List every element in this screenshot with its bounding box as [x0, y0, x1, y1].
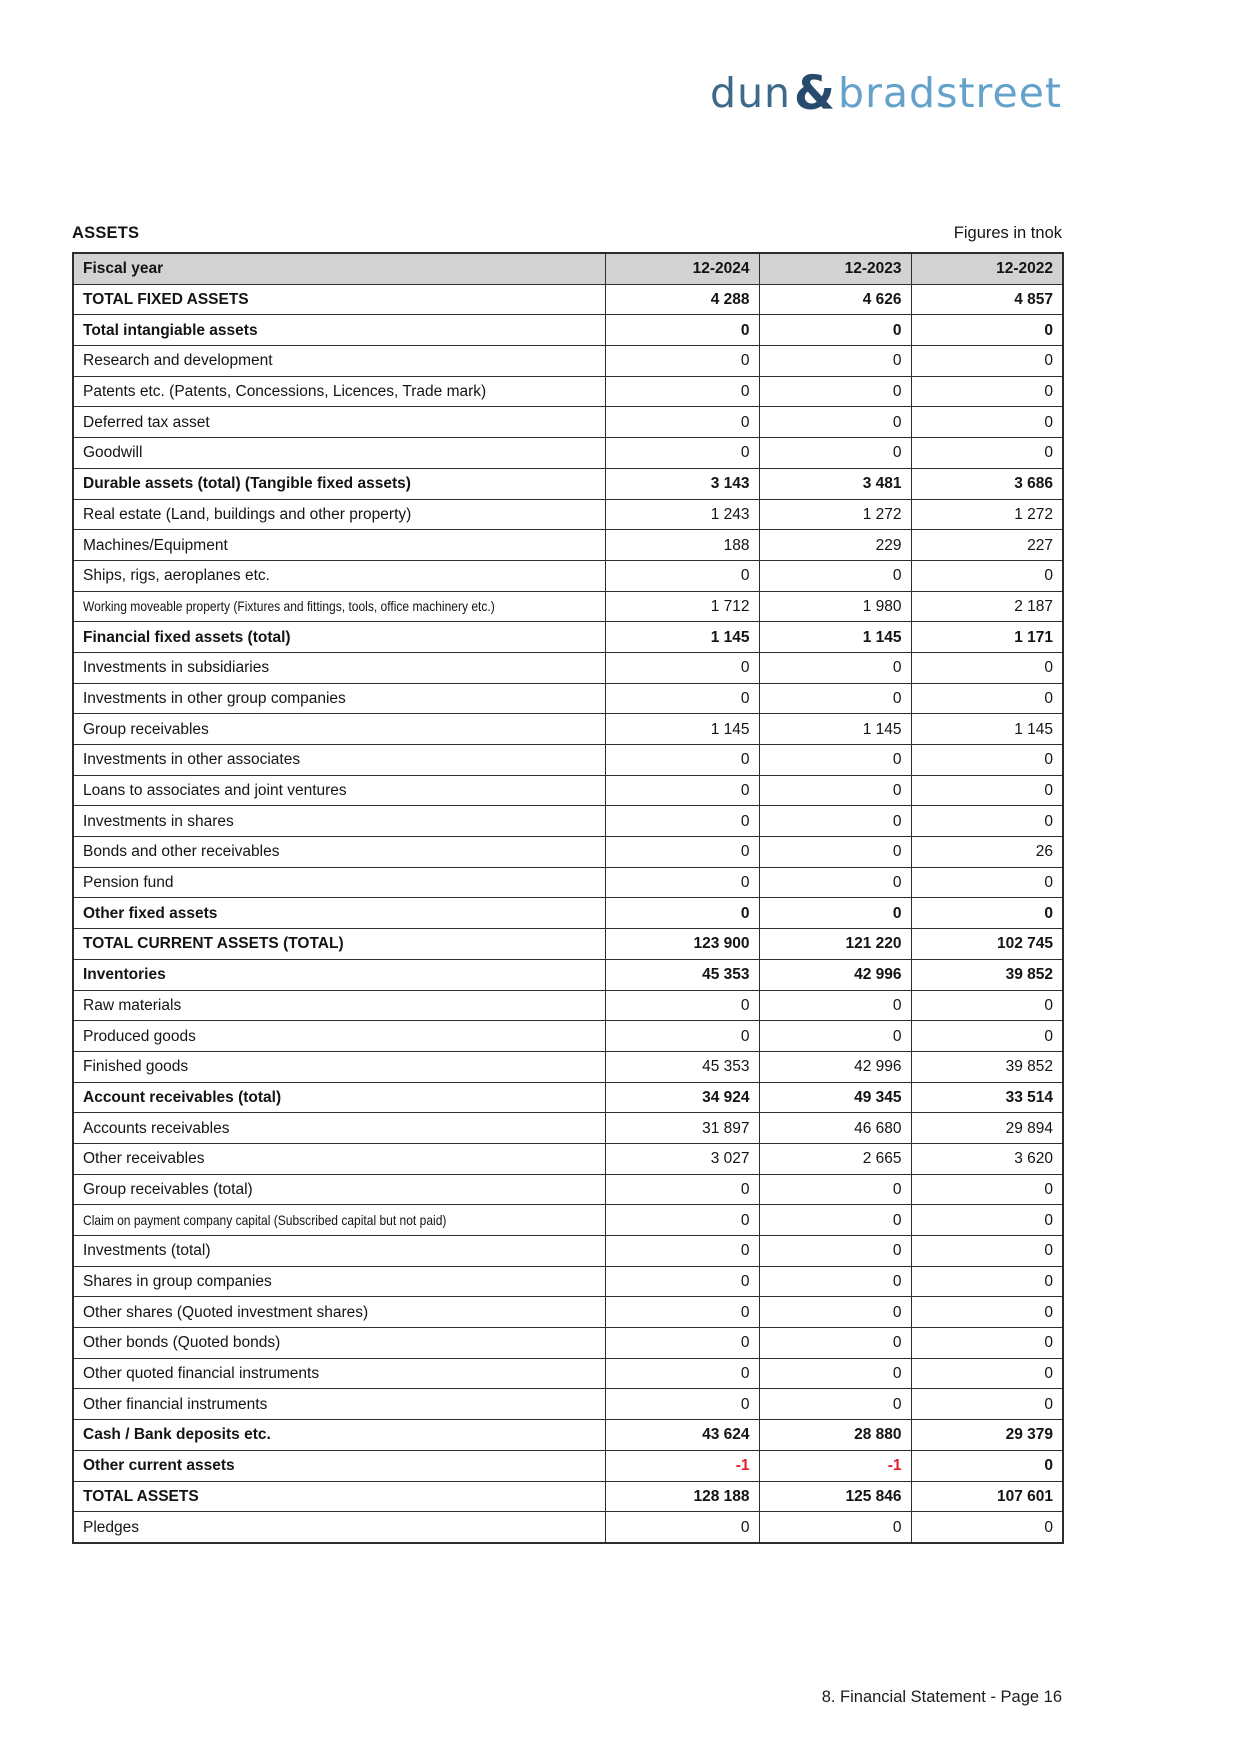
- row-label-text: Working moveable property (Fixtures and fittings, tools, office machinery etc.): [83, 597, 495, 614]
- table-row: [73, 376, 1063, 407]
- value-cell: 1 145: [911, 714, 1063, 745]
- value-cell: 4 626: [759, 284, 911, 315]
- value-cell: 49 345: [759, 1082, 911, 1113]
- value-cell: 0: [911, 806, 1063, 837]
- value-cell: 45 353: [605, 1051, 759, 1082]
- value-cell: 0: [605, 1512, 759, 1543]
- value-cell: 39 852: [911, 1051, 1063, 1082]
- table-row: [73, 1389, 1063, 1420]
- value-cell: 1 272: [911, 499, 1063, 530]
- value-cell: 0: [911, 1450, 1063, 1481]
- value-cell: 0: [911, 1358, 1063, 1389]
- table-row: [73, 1174, 1063, 1205]
- value-cell: 0: [759, 1236, 911, 1267]
- fiscal-year-header: Fiscal year: [73, 253, 605, 284]
- value-cell: 3 143: [605, 468, 759, 499]
- value-cell: 102 745: [911, 929, 1063, 960]
- row-label: [73, 591, 605, 622]
- table-row: [73, 652, 1063, 683]
- row-label: Patents etc. (Patents, Concessions, Licences, Trade mark): [73, 376, 605, 407]
- table-row: [73, 530, 1063, 561]
- logo-ampersand-icon: &: [794, 66, 836, 121]
- value-cell: 0: [759, 806, 911, 837]
- table-caption-row: [72, 224, 1062, 243]
- value-cell: 0: [759, 1389, 911, 1420]
- row-label: Investments in subsidiaries: [73, 652, 605, 683]
- table-row: [73, 407, 1063, 438]
- value-cell: -1: [759, 1450, 911, 1481]
- row-label: Investments (total): [73, 1236, 605, 1267]
- value-cell: 0: [759, 990, 911, 1021]
- value-cell: 42 996: [759, 1051, 911, 1082]
- value-cell: 1 272: [759, 499, 911, 530]
- year-column-header: 12-2022: [911, 253, 1063, 284]
- value-cell: 0: [911, 346, 1063, 377]
- logo-bradstreet-text: bradstreet: [838, 69, 1062, 117]
- year-column-header: 12-2023: [759, 253, 911, 284]
- table-row: [73, 1236, 1063, 1267]
- table-row: [73, 990, 1063, 1021]
- value-cell: 42 996: [759, 959, 911, 990]
- value-cell: 46 680: [759, 1113, 911, 1144]
- row-label: Bonds and other receivables: [73, 837, 605, 868]
- row-label: Finished goods: [73, 1051, 605, 1082]
- value-cell: 0: [911, 867, 1063, 898]
- value-cell: 1 145: [759, 622, 911, 653]
- row-label: Group receivables: [73, 714, 605, 745]
- value-cell: 4 857: [911, 284, 1063, 315]
- row-label: Pledges: [73, 1512, 605, 1543]
- row-label: Other fixed assets: [73, 898, 605, 929]
- value-cell: 0: [759, 837, 911, 868]
- table-row: [73, 1512, 1063, 1543]
- table-row: [73, 438, 1063, 469]
- table-row: [73, 1328, 1063, 1359]
- row-label: Loans to associates and joint ventures: [73, 775, 605, 806]
- value-cell: 0: [605, 1236, 759, 1267]
- value-cell: 0: [605, 745, 759, 776]
- value-cell: 0: [759, 1174, 911, 1205]
- table-row: [73, 1021, 1063, 1052]
- value-cell: 0: [605, 1328, 759, 1359]
- row-label: Group receivables (total): [73, 1174, 605, 1205]
- value-cell: 29 894: [911, 1113, 1063, 1144]
- value-cell: 31 897: [605, 1113, 759, 1144]
- value-cell: 0: [605, 652, 759, 683]
- row-label: Other receivables: [73, 1143, 605, 1174]
- value-cell: 0: [759, 438, 911, 469]
- value-cell: 121 220: [759, 929, 911, 960]
- table-row: [73, 560, 1063, 591]
- row-label: TOTAL CURRENT ASSETS (TOTAL): [73, 929, 605, 960]
- value-cell: 0: [911, 745, 1063, 776]
- assets-title: ASSETS: [72, 224, 140, 242]
- value-cell: 0: [911, 315, 1063, 346]
- table-row: [73, 1420, 1063, 1451]
- table-row: [73, 867, 1063, 898]
- value-cell: 0: [605, 315, 759, 346]
- table-row: [73, 468, 1063, 499]
- value-cell: 43 624: [605, 1420, 759, 1451]
- value-cell: 0: [759, 652, 911, 683]
- row-label: Produced goods: [73, 1021, 605, 1052]
- value-cell: 0: [911, 1512, 1063, 1543]
- value-cell: 2 665: [759, 1143, 911, 1174]
- table-row: [73, 1143, 1063, 1174]
- table-row: [73, 499, 1063, 530]
- value-cell: 0: [759, 867, 911, 898]
- value-cell: 0: [911, 438, 1063, 469]
- value-cell: 1 243: [605, 499, 759, 530]
- table-row: [73, 591, 1063, 622]
- value-cell: 0: [911, 652, 1063, 683]
- value-cell: 1 145: [759, 714, 911, 745]
- value-cell: 28 880: [759, 1420, 911, 1451]
- value-cell: 0: [605, 867, 759, 898]
- value-cell: 0: [605, 1297, 759, 1328]
- value-cell: 0: [911, 1236, 1063, 1267]
- value-cell: 0: [759, 1358, 911, 1389]
- row-label: Cash / Bank deposits etc.: [73, 1420, 605, 1451]
- value-cell: 0: [759, 1266, 911, 1297]
- row-label: Other current assets: [73, 1450, 605, 1481]
- row-label: Investments in shares: [73, 806, 605, 837]
- value-cell: 45 353: [605, 959, 759, 990]
- value-cell: 0: [911, 1297, 1063, 1328]
- row-label: Machines/Equipment: [73, 530, 605, 561]
- value-cell: 33 514: [911, 1082, 1063, 1113]
- table-row: [73, 898, 1063, 929]
- value-cell: 0: [911, 1021, 1063, 1052]
- table-row: [73, 346, 1063, 377]
- value-cell: 0: [605, 346, 759, 377]
- value-cell: 3 481: [759, 468, 911, 499]
- value-cell: 0: [759, 683, 911, 714]
- table-row: [73, 959, 1063, 990]
- value-cell: 0: [759, 315, 911, 346]
- value-cell: 0: [605, 1266, 759, 1297]
- value-cell: 1 145: [605, 714, 759, 745]
- table-row: [73, 929, 1063, 960]
- value-cell: 0: [605, 1389, 759, 1420]
- row-label: Raw materials: [73, 990, 605, 1021]
- table-row: [73, 714, 1063, 745]
- table-row: [73, 1082, 1063, 1113]
- value-cell: 3 027: [605, 1143, 759, 1174]
- value-cell: 0: [759, 745, 911, 776]
- value-cell: 0: [605, 683, 759, 714]
- value-cell: 0: [605, 407, 759, 438]
- value-cell: 0: [911, 1266, 1063, 1297]
- row-label: Pension fund: [73, 867, 605, 898]
- value-cell: 0: [911, 683, 1063, 714]
- value-cell: 188: [605, 530, 759, 561]
- table-row: [73, 1113, 1063, 1144]
- row-label: Investments in other group companies: [73, 683, 605, 714]
- value-cell: 0: [911, 1389, 1063, 1420]
- value-cell: 227: [911, 530, 1063, 561]
- value-cell: 0: [911, 898, 1063, 929]
- table-row: [73, 1481, 1063, 1512]
- row-label: Accounts receivables: [73, 1113, 605, 1144]
- row-label: Goodwill: [73, 438, 605, 469]
- value-cell: 0: [911, 407, 1063, 438]
- value-cell: 26: [911, 837, 1063, 868]
- value-cell: 2 187: [911, 591, 1063, 622]
- table-row: [73, 745, 1063, 776]
- table-row: [73, 315, 1063, 346]
- table-row: [73, 622, 1063, 653]
- row-label: Other quoted financial instruments: [73, 1358, 605, 1389]
- assets-table: [72, 252, 1064, 1544]
- value-cell: 0: [605, 990, 759, 1021]
- table-row: [73, 1297, 1063, 1328]
- value-cell: 4 288: [605, 284, 759, 315]
- table-row: [73, 1358, 1063, 1389]
- figures-unit-note: Figures in tnok: [953, 224, 1062, 242]
- table-row: [73, 1205, 1063, 1236]
- value-cell: 125 846: [759, 1481, 911, 1512]
- row-label: Total intangiable assets: [73, 315, 605, 346]
- year-column-header: 12-2024: [605, 253, 759, 284]
- value-cell: 229: [759, 530, 911, 561]
- value-cell: 0: [605, 1358, 759, 1389]
- row-label-text: Claim on payment company capital (Subscribed capital but not paid): [83, 1211, 447, 1228]
- value-cell: 0: [759, 560, 911, 591]
- value-cell: 0: [911, 560, 1063, 591]
- dnb-logo: [710, 64, 1062, 119]
- value-cell: 1 171: [911, 622, 1063, 653]
- table-header-row: [73, 253, 1063, 284]
- value-cell: 0: [759, 1328, 911, 1359]
- value-cell: 0: [911, 1328, 1063, 1359]
- table-row: [73, 1450, 1063, 1481]
- value-cell: 1 712: [605, 591, 759, 622]
- row-label: Financial fixed assets (total): [73, 622, 605, 653]
- row-label: TOTAL FIXED ASSETS: [73, 284, 605, 315]
- value-cell: 0: [911, 1205, 1063, 1236]
- value-cell: 0: [605, 1174, 759, 1205]
- value-cell: 3 620: [911, 1143, 1063, 1174]
- row-label: Other bonds (Quoted bonds): [73, 1328, 605, 1359]
- value-cell: 0: [759, 407, 911, 438]
- value-cell: 0: [605, 376, 759, 407]
- row-label: Ships, rigs, aeroplanes etc.: [73, 560, 605, 591]
- value-cell: 0: [759, 1205, 911, 1236]
- value-cell: 0: [911, 1174, 1063, 1205]
- table-row: [73, 775, 1063, 806]
- table-row: [73, 806, 1063, 837]
- table-row: [73, 683, 1063, 714]
- row-label: Investments in other associates: [73, 745, 605, 776]
- row-label: Research and development: [73, 346, 605, 377]
- value-cell: 39 852: [911, 959, 1063, 990]
- table-row: [73, 1266, 1063, 1297]
- value-cell: 0: [759, 1021, 911, 1052]
- value-cell: -1: [605, 1450, 759, 1481]
- value-cell: 1 980: [759, 591, 911, 622]
- logo-dun-text: dun: [710, 69, 792, 117]
- value-cell: 0: [605, 775, 759, 806]
- value-cell: 0: [911, 990, 1063, 1021]
- table-row: [73, 837, 1063, 868]
- row-label: [73, 1205, 605, 1236]
- row-label: Account receivables (total): [73, 1082, 605, 1113]
- value-cell: 0: [759, 346, 911, 377]
- value-cell: 3 686: [911, 468, 1063, 499]
- row-label: Other financial instruments: [73, 1389, 605, 1420]
- table-row: [73, 284, 1063, 315]
- value-cell: 0: [911, 376, 1063, 407]
- row-label: Shares in group companies: [73, 1266, 605, 1297]
- row-label: Inventories: [73, 959, 605, 990]
- value-cell: 0: [911, 775, 1063, 806]
- value-cell: 0: [605, 1205, 759, 1236]
- value-cell: 0: [605, 438, 759, 469]
- value-cell: 1 145: [605, 622, 759, 653]
- value-cell: 0: [759, 1512, 911, 1543]
- value-cell: 128 188: [605, 1481, 759, 1512]
- value-cell: 34 924: [605, 1082, 759, 1113]
- value-cell: 107 601: [911, 1481, 1063, 1512]
- row-label: Other shares (Quoted investment shares): [73, 1297, 605, 1328]
- value-cell: 0: [759, 1297, 911, 1328]
- row-label: Real estate (Land, buildings and other property): [73, 499, 605, 530]
- page-footer: 8. Financial Statement - Page 16: [821, 1688, 1062, 1706]
- value-cell: 123 900: [605, 929, 759, 960]
- value-cell: 0: [605, 560, 759, 591]
- table-row: [73, 1051, 1063, 1082]
- value-cell: 0: [605, 1021, 759, 1052]
- row-label: Durable assets (total) (Tangible fixed assets): [73, 468, 605, 499]
- value-cell: 0: [605, 898, 759, 929]
- row-label: TOTAL ASSETS: [73, 1481, 605, 1512]
- value-cell: 29 379: [911, 1420, 1063, 1451]
- value-cell: 0: [605, 837, 759, 868]
- value-cell: 0: [605, 806, 759, 837]
- row-label: Deferred tax asset: [73, 407, 605, 438]
- value-cell: 0: [759, 775, 911, 806]
- value-cell: 0: [759, 898, 911, 929]
- value-cell: 0: [759, 376, 911, 407]
